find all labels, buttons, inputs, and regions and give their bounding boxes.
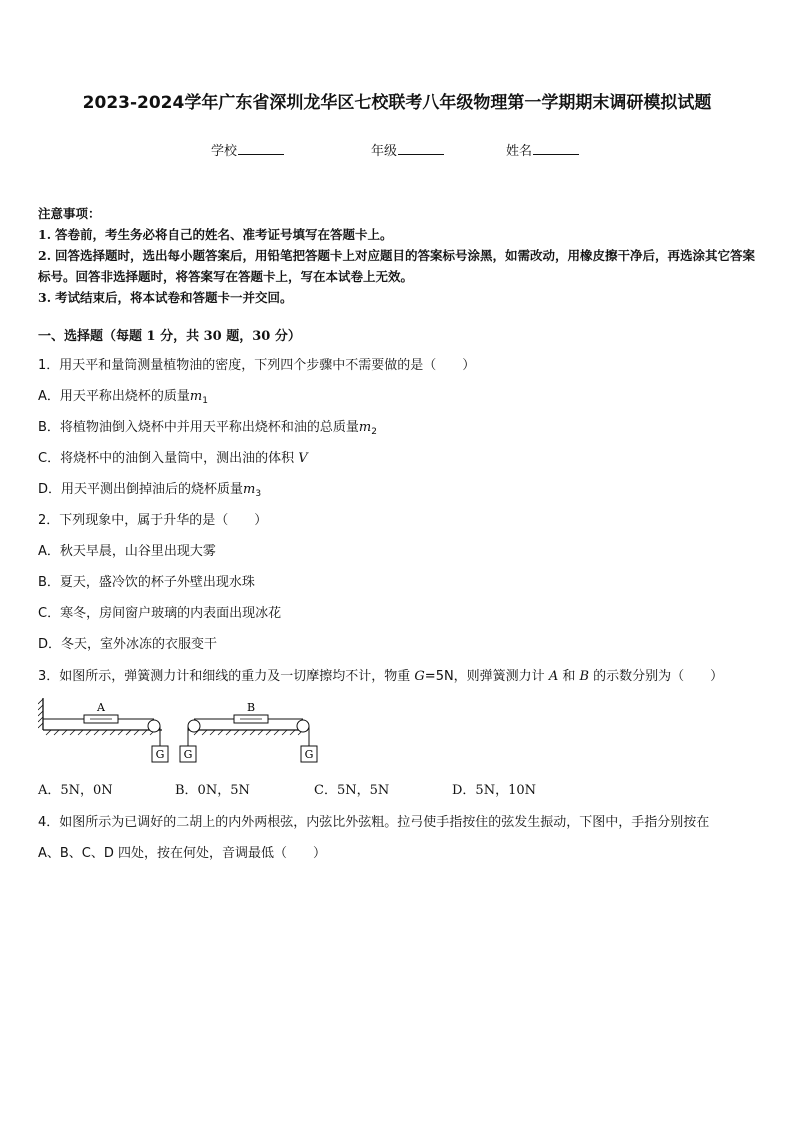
stem-text: 和 <box>558 669 580 684</box>
school-blank[interactable] <box>238 141 284 155</box>
name-field[interactable] <box>506 140 579 159</box>
school-field[interactable] <box>211 140 284 159</box>
note-item <box>38 287 760 308</box>
note-number: 1. <box>38 227 52 242</box>
q2-option-b[interactable]: B．夏天，盛冷饮的杯子外壁出现水珠 <box>38 575 255 590</box>
name-label: 姓名 <box>506 144 533 159</box>
scale-b-label: B <box>246 701 256 714</box>
stem-text: 的示数分别为（ ） <box>589 669 724 684</box>
q3-option-c[interactable]: C．5N，5N <box>314 783 390 798</box>
weight-label: G <box>304 748 314 761</box>
symbol-m: m <box>358 420 372 435</box>
option-text: D．用天平测出倒掉油后的烧杯质量 <box>38 482 244 497</box>
q2-option-d[interactable]: D．冬天，室外冰冻的衣服变干 <box>38 637 218 652</box>
q1-option-a[interactable] <box>38 385 208 406</box>
stem-text: 3．如图所示，弹簧测力计和细线的重力及一切摩擦均不计，物重 <box>38 669 415 684</box>
grade-label: 年级 <box>371 144 398 159</box>
section-heading-choice: 一、选择题（每题 1 分，共 30 题，30 分） <box>38 329 301 344</box>
weight-label: G <box>183 748 193 761</box>
subscript: 3 <box>255 489 262 499</box>
symbol-m: m <box>189 389 203 404</box>
subscript: 2 <box>371 427 377 437</box>
option-text: B．将植物油倒入烧杯中并用天平称出烧杯和油的总质量 <box>38 420 359 435</box>
note-text: 回答选择题时，选出每小题答案后，用铅笔把答题卡上对应题目的答案标号涂黑，如需改动，用橡皮擦干净后，再选涂其它答案标号。回答非选择题时，将答案写在答题卡上，写在本试卷上无效。 <box>38 248 756 284</box>
stem-text: =5N，则弹簧测力计 <box>424 669 549 684</box>
subscript: 1 <box>202 396 208 406</box>
notes-heading: 注意事项： <box>38 206 101 221</box>
grade-field[interactable] <box>371 140 444 159</box>
q1-option-c[interactable] <box>38 447 308 466</box>
spring-scale-svg <box>38 696 328 766</box>
q3-option-b[interactable]: B．0N，5N <box>175 783 250 798</box>
q4-stem-line2: A、B、C、D 四处，按在何处，音调最低（ ） <box>38 846 327 861</box>
option-text: A．用天平称出烧杯的质量 <box>38 389 190 404</box>
page-title: 2023-2024学年广东省深圳龙华区七校联考八年级物理第一学期期末调研模拟试题 <box>82 93 712 113</box>
symbol-b: B <box>579 669 590 684</box>
note-text: 答卷前，考生务必将自己的姓名、准考证号填写在答题卡上。 <box>55 227 393 242</box>
symbol-g: G <box>414 669 425 684</box>
symbol-v: V <box>298 451 308 466</box>
note-number: 2. <box>38 248 52 263</box>
symbol-a: A <box>548 669 559 684</box>
note-text: 考试结束后，将本试卷和答题卡一并交回。 <box>55 290 293 305</box>
q3-spring-scale-diagram <box>38 696 328 766</box>
q4-stem-line1: 4．如图所示为已调好的二胡上的内外两根弦，内弦比外弦粗。拉弓使手指按住的弦发生振动，下图中，手指分别按在 <box>38 815 710 830</box>
q2-option-a[interactable]: A．秋天早晨，山谷里出现大雾 <box>38 544 216 559</box>
q3-stem <box>38 665 723 684</box>
q3-option-d[interactable]: D．5N，10N <box>452 783 536 798</box>
q2-stem: 2．下列现象中，属于升华的是（ ） <box>38 513 268 528</box>
exam-notes <box>38 203 760 308</box>
student-info-row <box>0 140 794 160</box>
option-text: C．将烧杯中的油倒入量筒中，测出油的体积 <box>38 451 295 466</box>
school-label: 学校 <box>211 144 238 159</box>
q3-option-a[interactable]: A．5N，0N <box>38 783 113 798</box>
q1-option-d[interactable] <box>38 478 261 499</box>
note-item <box>38 224 760 245</box>
note-item <box>38 245 760 287</box>
symbol-m: m <box>243 482 256 497</box>
name-blank[interactable] <box>533 141 579 155</box>
note-number: 3. <box>38 290 52 305</box>
q2-option-c[interactable]: C．寒冬，房间窗户玻璃的内表面出现冰花 <box>38 606 282 621</box>
weight-label: G <box>155 748 165 761</box>
q1-option-b[interactable] <box>38 416 377 437</box>
grade-blank[interactable] <box>398 141 444 155</box>
scale-a-label: A <box>97 701 105 714</box>
q1-stem: 1．用天平和量筒测量植物油的密度，下列四个步骤中不需要做的是（ ） <box>38 358 476 373</box>
